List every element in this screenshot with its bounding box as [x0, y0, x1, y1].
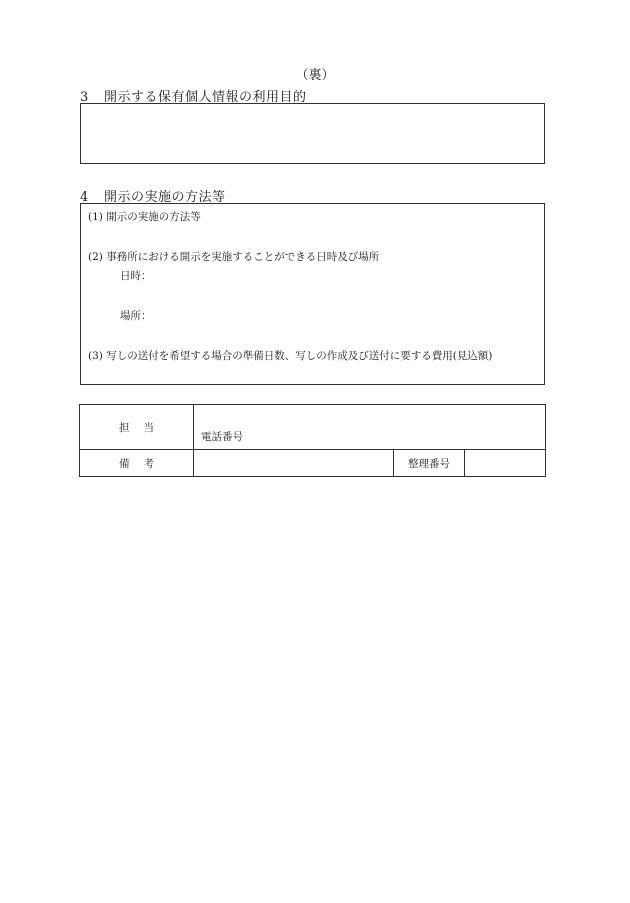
table-row: [80, 405, 546, 450]
method-item-1: (1) 開示の実施の方法等: [88, 211, 201, 223]
remarks-label: 備考: [80, 450, 194, 477]
section4-title: 開示の実施の方法等: [104, 190, 226, 205]
usage-purpose-box[interactable]: [80, 103, 545, 164]
reference-number-cell[interactable]: [465, 450, 546, 477]
section3-title: 開示する保有個人情報の利用目的: [104, 90, 307, 105]
remarks-cell[interactable]: [194, 450, 394, 477]
method-item-3: (3) 写しの送付を希望する場合の準備日数、写しの作成及び送付に要する費用(見込額): [88, 350, 493, 362]
person-in-charge-label: 担当: [80, 405, 194, 450]
page-side-label: （裏）: [295, 68, 335, 83]
phone-label: 電話番号: [201, 431, 243, 443]
date-label: 日時：: [120, 270, 152, 282]
disclosure-method-box[interactable]: [80, 203, 545, 385]
table-row: [80, 450, 546, 477]
reference-number-label: 整理番号: [394, 450, 465, 477]
person-in-charge-cell[interactable]: [194, 405, 546, 450]
method-item-2: (2) 事務所における開示を実施することができる日時及び場所: [88, 251, 380, 263]
section4-number: 4: [80, 190, 89, 205]
section3-number: 3: [80, 90, 89, 105]
place-label: 場所：: [120, 310, 152, 322]
staff-remarks-table: [79, 404, 546, 477]
